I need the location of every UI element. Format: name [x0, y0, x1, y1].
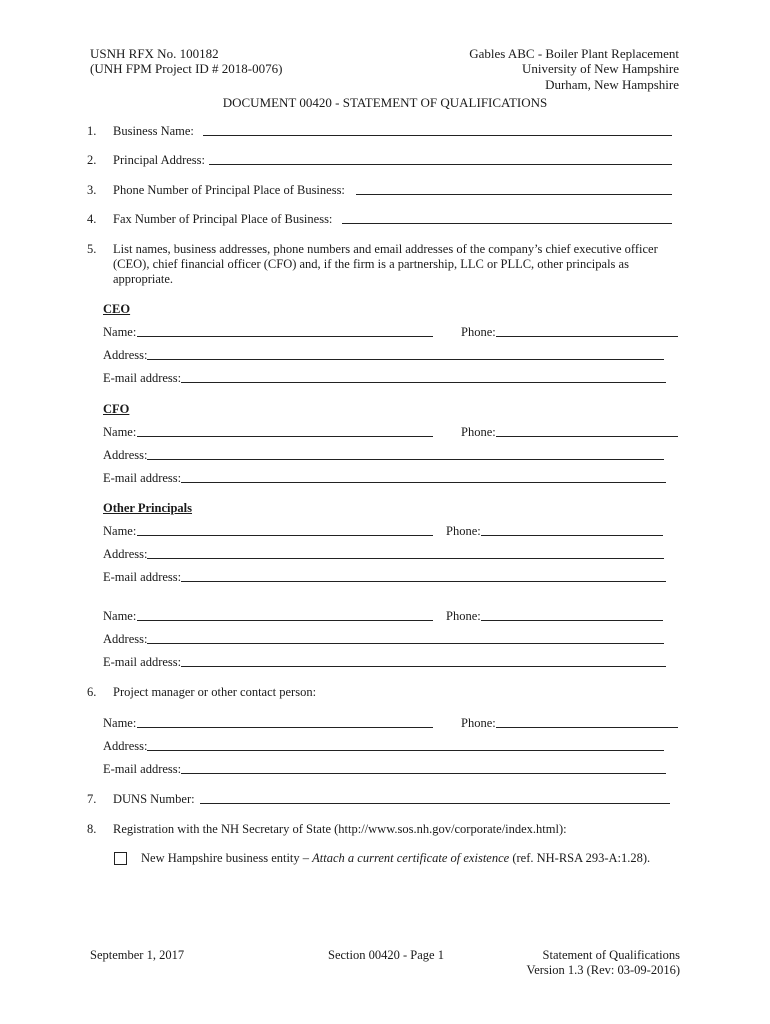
fax-number-field[interactable] [342, 223, 672, 224]
item-number: 4. [87, 212, 97, 226]
principal-address-label: Principal Address: [113, 153, 206, 167]
location: Durham, New Hampshire [545, 77, 679, 92]
cfo-heading: CFO [103, 402, 130, 416]
item-number: 3. [87, 183, 97, 197]
business-name-field[interactable] [203, 135, 672, 136]
principal2-email-field[interactable] [181, 666, 666, 667]
principal1-email-field[interactable] [181, 581, 666, 582]
item-number: 1. [87, 124, 97, 138]
principal-address-field[interactable] [209, 164, 672, 165]
cfo-name-field[interactable] [137, 436, 433, 437]
duns-number-field[interactable] [200, 803, 670, 804]
other-principals-heading: Other Principals [103, 501, 193, 515]
nh-business-entity-text [141, 851, 650, 866]
cfo-email-field[interactable] [181, 482, 666, 483]
principal2-address-field[interactable] [147, 643, 664, 644]
checkbox-text-ref: (ref. NH-RSA 293-A:1.28). [509, 851, 651, 865]
instructions-line: (CEO), chief financial officer (CFO) and, if the firm is a partnership, LLC or PLLC, other principals as [113, 257, 629, 271]
ceo-heading: CEO [103, 302, 131, 316]
principal2-phone-field[interactable] [481, 620, 663, 621]
pm-email-label: E-mail address: [103, 762, 182, 776]
duns-number-label: DUNS Number: [113, 792, 195, 806]
item-number: 2. [87, 153, 97, 167]
checkbox-text: New Hampshire business entity – [141, 851, 313, 865]
ceo-email-label: E-mail address: [103, 371, 182, 385]
nh-business-entity-checkbox[interactable] [114, 852, 127, 865]
phone-number-label: Phone Number of Principal Place of Business: [113, 183, 345, 197]
footer-page: Section 00420 - Page 1 [328, 948, 444, 962]
phone-number-field[interactable] [356, 194, 672, 195]
principal2-name-label: Name: [103, 609, 137, 623]
principal1-name-field[interactable] [137, 535, 433, 536]
ceo-name-field[interactable] [137, 336, 433, 337]
item-number: 7. [87, 792, 97, 806]
project-name: Gables ABC - Boiler Plant Replacement [469, 46, 679, 61]
pm-phone-label: Phone: [461, 716, 496, 730]
ceo-name-label: Name: [103, 325, 137, 339]
cfo-phone-label: Phone: [461, 425, 496, 439]
footer-date: September 1, 2017 [90, 948, 185, 962]
pm-address-field[interactable] [147, 750, 664, 751]
cfo-address-field[interactable] [147, 459, 664, 460]
project-id: (UNH FPM Project ID # 2018-0076) [90, 61, 283, 76]
business-name-label: Business Name: [113, 124, 194, 138]
university-name: University of New Hampshire [521, 61, 679, 76]
ceo-email-field[interactable] [181, 382, 666, 383]
ceo-address-label: Address: [103, 348, 148, 362]
cfo-email-label: E-mail address: [103, 471, 182, 485]
cfo-phone-field[interactable] [496, 436, 678, 437]
document-title: DOCUMENT 00420 - STATEMENT OF QUALIFICATIONS [222, 95, 548, 110]
ceo-address-field[interactable] [147, 359, 664, 360]
principal1-address-label: Address: [103, 547, 148, 561]
ceo-phone-field[interactable] [496, 336, 678, 337]
principal1-phone-field[interactable] [481, 535, 663, 536]
pm-phone-field[interactable] [496, 727, 678, 728]
instructions-line: List names, business addresses, phone numbers and email addresses of the company’s chief executive officer [113, 242, 658, 256]
item-number: 5. [87, 242, 97, 256]
project-manager-label: Project manager or other contact person: [113, 685, 317, 699]
instructions-line: appropriate. [113, 272, 174, 286]
pm-address-label: Address: [103, 739, 148, 753]
cfo-address-label: Address: [103, 448, 148, 462]
principal1-phone-label: Phone: [446, 524, 481, 538]
footer-version: Version 1.3 (Rev: 03-09-2016) [526, 963, 680, 977]
pm-email-field[interactable] [181, 773, 666, 774]
pm-name-label: Name: [103, 716, 137, 730]
principal2-address-label: Address: [103, 632, 148, 646]
pm-name-field[interactable] [137, 727, 433, 728]
registration-label: Registration with the NH Secretary of State (http://www.sos.nh.gov/corporate/index.html): [113, 822, 567, 836]
rfx-number: USNH RFX No. 100182 [90, 46, 219, 61]
principal2-phone-label: Phone: [446, 609, 481, 623]
checkbox-text-italic: Attach a current certificate of existence [312, 851, 510, 865]
principal1-email-label: E-mail address: [103, 570, 182, 584]
ceo-phone-label: Phone: [461, 325, 496, 339]
principal1-name-label: Name: [103, 524, 137, 538]
cfo-name-label: Name: [103, 425, 137, 439]
item-number: 6. [87, 685, 97, 699]
principal2-email-label: E-mail address: [103, 655, 182, 669]
item-number: 8. [87, 822, 97, 836]
principal2-name-field[interactable] [137, 620, 433, 621]
footer-doc-title: Statement of Qualifications [542, 948, 680, 962]
principal1-address-field[interactable] [147, 558, 664, 559]
fax-number-label: Fax Number of Principal Place of Business: [113, 212, 333, 226]
